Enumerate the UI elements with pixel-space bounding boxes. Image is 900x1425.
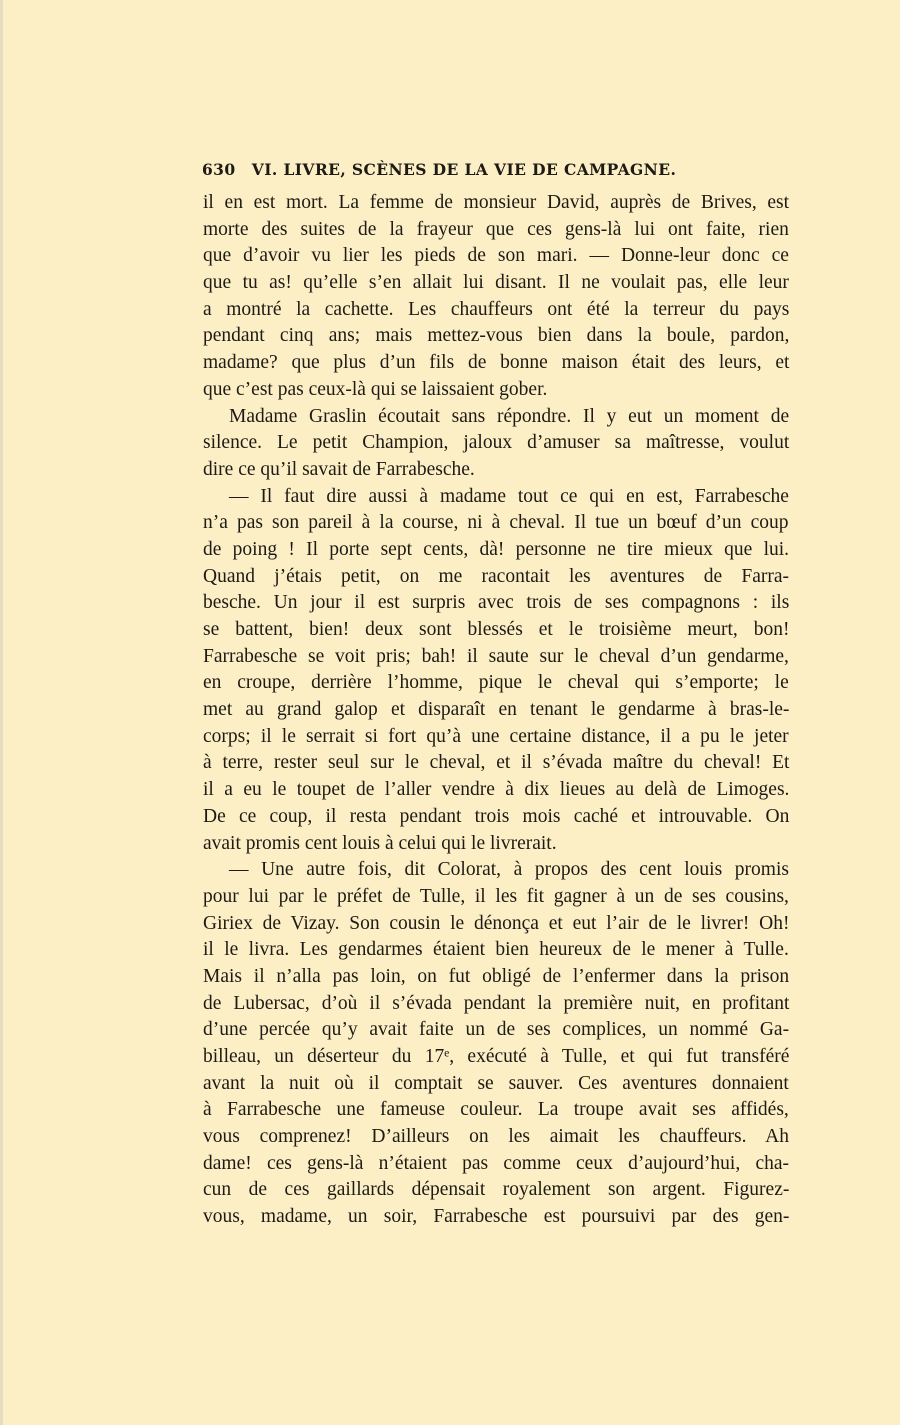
text-line [203,537,789,564]
text-line [203,323,789,350]
text-line [203,243,789,270]
text-line-content: dame! ces gens-là n’étaient pas comme ceux d’aujourd’hui, cha- [203,1152,789,1174]
body-text [203,190,789,1231]
text-line-content: met au grand galop et disparaît en tenant le gendarme à bras-le- [203,699,790,721]
text-line [203,750,789,777]
text-line-content: dire ce qu’il savait de Farrabesche. [203,458,475,480]
text-line [203,831,789,858]
text-line-content: billeau, un déserteur du 17ᵉ, exécuté à Tulle, et qui fut transféré [203,1046,790,1067]
text-line-content: de Lubersac, d’où il s’évada pendant la première nuit, en profitant [203,992,790,1014]
page-edge [0,0,3,1425]
text-line-content: avait promis cent louis à celui qui le livrerait. [203,832,557,854]
text-line-content: morte des suites de la frayeur que ces gens-là lui ont faite, rien [203,218,789,240]
text-line-content: silence. Le petit Champion, jaloux d’amuser sa maîtresse, voulut [203,432,790,454]
text-line-content: à Farrabesche une fameuse couleur. La troupe avait ses affidés, [203,1099,789,1121]
text-line [203,911,789,938]
text-line-content: il a eu le toupet de l’aller vendre à dix lieues au delà de Limoges. [203,779,790,801]
text-line [203,1017,789,1044]
text-line [203,1151,789,1178]
text-line-content: de poing ! Il porte sept cents, dà! personne ne tire mieux que lui. [203,538,790,560]
running-head [202,160,792,179]
page-number: 630 [202,160,236,179]
text-line [203,857,789,884]
text-line [203,190,789,217]
running-title: VI. LIVRE, SCÈNES DE LA VIE DE CAMPAGNE. [251,160,677,179]
text-line [203,270,789,297]
text-line [203,1097,789,1124]
text-line [203,484,789,511]
text-line-content: il en est mort. La femme de monsieur David, auprès de Brives, est [203,192,790,213]
text-line [203,350,789,377]
text-line-content: Mais il n’alla pas loin, on fut obligé de l’enfermer dans la prison [203,965,790,987]
text-line-content: d’une percée qu’y avait faite un de ses complices, un nommé Ga- [203,1019,790,1041]
text-line [203,590,789,617]
text-line [203,937,789,964]
text-line-content: vous comprenez! D’ailleurs on les aimait les chauffeurs. Ah [203,1126,789,1148]
text-line [203,724,789,751]
text-line-content: il le livra. Les gendarmes étaient bien heureux de le mener à Tulle. [203,939,789,961]
text-line [203,510,789,537]
text-line-content: Madame Graslin écoutait sans répondre. Il y eut un moment de [229,405,790,427]
text-line-content: a montré la cachette. Les chauffeurs ont été la terreur du pays [203,298,790,320]
text-line-content: corps; il le serrait si fort qu’à une certaine distance, il a pu le jeter [203,725,789,747]
text-line-content: De ce coup, il resta pendant trois mois caché et introuvable. On [203,805,790,827]
text-line [203,617,789,644]
text-line-content: Farrabesche se voit pris; bah! il saute sur le cheval d’un gendarme, [203,645,789,667]
text-line [203,1177,789,1204]
text-line [203,884,789,911]
text-line-content: vous, madame, un soir, Farrabesche est poursuivi par des gen- [203,1206,790,1228]
text-line [203,804,789,831]
text-line-content: — Il faut dire aussi à madame tout ce qui en est, Farrabesche [229,485,789,507]
text-line-content: que c’est pas ceux-là qui se laissaient gober. [203,378,548,400]
text-line [203,430,789,457]
text-line [203,964,789,991]
text-line-content: avant la nuit où il comptait se sauver. Ces aventures donnaient [203,1072,789,1094]
text-line [203,377,789,404]
text-line-content: Giriex de Vizay. Son cousin le dénonça et eut l’air de le livrer! Oh! [203,912,790,934]
text-line [203,457,789,484]
text-line [203,1071,789,1098]
text-line [203,697,789,724]
text-line-content: en croupe, derrière l’homme, pique le cheval qui s’emporte; le [203,672,789,694]
text-line-content: se battent, bien! deux sont blessés et le troisième meurt, bon! [203,619,790,640]
text-line [203,670,789,697]
text-line [203,1044,789,1071]
text-line-content: madame? que plus d’un fils de bonne maison était des leurs, et [203,352,790,374]
text-line-content: à terre, rester seul sur le cheval, et il s’évada maître du cheval! Et [203,752,790,774]
text-line [203,297,789,324]
text-line-content: cun de ces gaillards dépensait royalement son argent. Figurez- [203,1179,790,1201]
text-line-content: pour lui par le préfet de Tulle, il les fit gagner à un de ses cousins, [203,885,789,907]
text-line-content: que d’avoir vu lier les pieds de son mari. — Donne-leur donc ce [203,245,789,267]
text-line-content: Quand j’étais petit, on me racontait les aventures de Farra- [203,565,789,587]
text-line-content: besche. Un jour il est surpris avec trois de ses compagnons : ils [203,592,790,614]
text-line [203,644,789,671]
text-line [203,404,789,431]
text-line-content: — Une autre fois, dit Colorat, à propos des cent louis promis [229,859,789,881]
text-line [203,564,789,591]
text-line [203,777,789,804]
text-line [203,217,789,244]
text-line [203,991,789,1018]
text-line [203,1204,789,1231]
text-line-content: n’a pas son pareil à la course, ni à cheval. Il tue un bœuf d’un coup [203,512,789,534]
text-line-content: pendant cinq ans; mais mettez-vous bien dans la boule, pardon, [203,325,790,347]
text-line [203,1124,789,1151]
text-line-content: que tu as! qu’elle s’en allait lui disant. Il ne voulait pas, elle leur [203,272,789,294]
